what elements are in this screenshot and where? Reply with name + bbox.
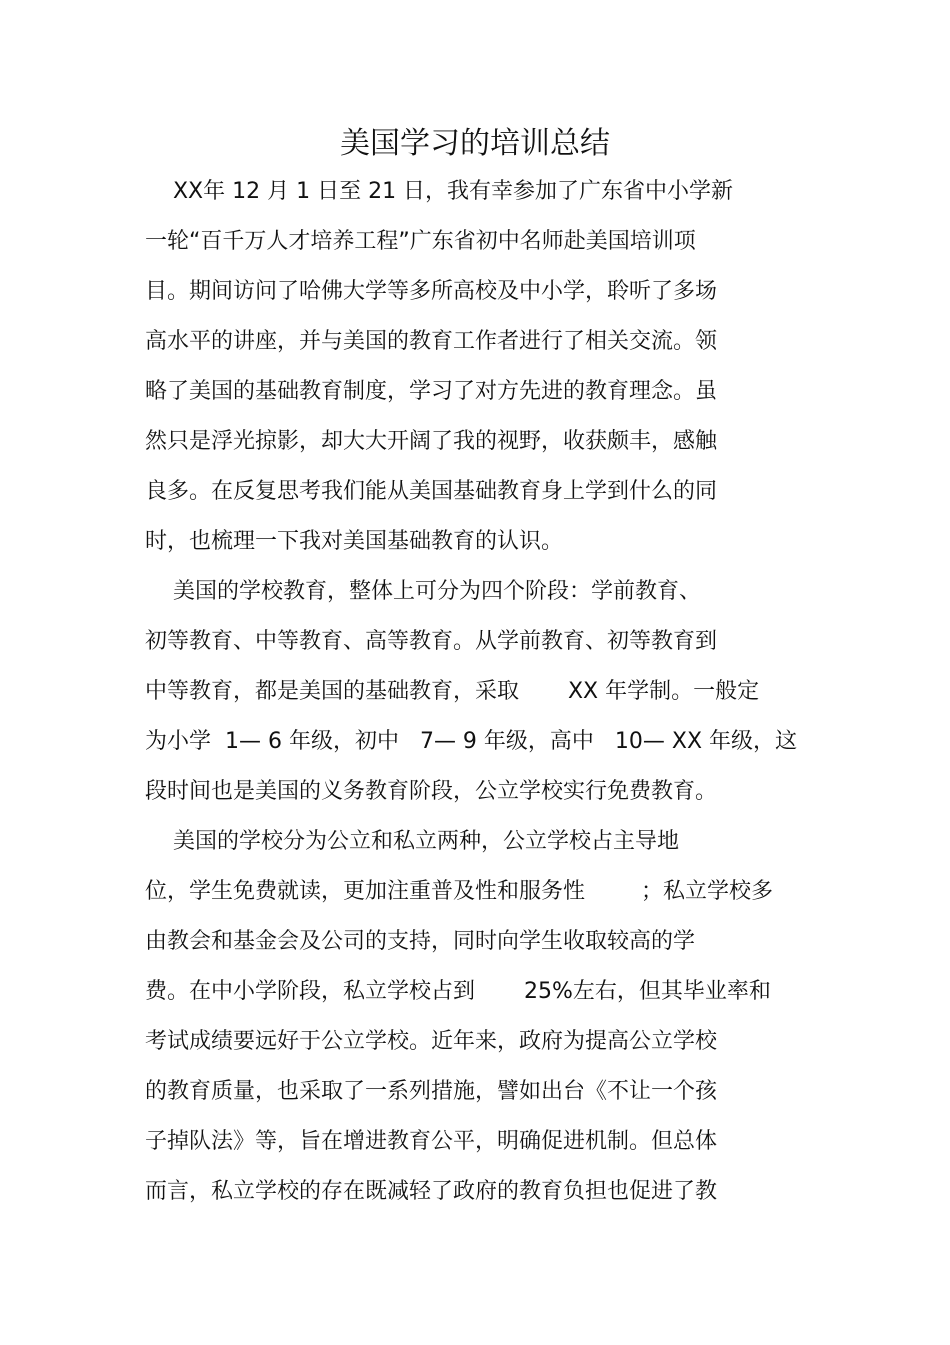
body-line: 为小学 1— 6 年级，初中 7— 9 年级，高中 10— XX 年级，这: [145, 729, 798, 754]
body-line: 美国的学校分为公立和私立两种，公立学校占主导地: [145, 829, 679, 854]
document-title: 美国学习的培训总结: [340, 126, 610, 161]
body-line: 的教育质量，也采取了一系列措施，譬如出台《不让一个孩: [145, 1079, 718, 1104]
body-line: 费。在中小学阶段，私立学校占到 25%左右，但其毕业率和: [145, 979, 771, 1004]
body-line: 美国的学校教育，整体上可分为四个阶段：学前教育、: [145, 579, 701, 604]
body-line: 中等教育，都是美国的基础教育，采取 XX 年学制。一般定: [145, 679, 760, 704]
body-line: 略了美国的基础教育制度，学习了对方先进的教育理念。虽: [145, 379, 718, 404]
body-line: 高水平的讲座，并与美国的教育工作者进行了相关交流。领: [145, 329, 718, 354]
body-line: 目。期间访问了哈佛大学等多所高校及中小学，聆听了多场: [145, 279, 718, 304]
body-line: 然只是浮光掠影，却大大开阔了我的视野，收获颇丰，感触: [145, 429, 718, 454]
body-line: 位，学生免费就读，更加注重普及性和服务性 ；私立学校多: [145, 879, 773, 904]
body-line: 段时间也是美国的义务教育阶段，公立学校实行免费教育。: [145, 779, 718, 804]
body-line: XX年 12 月 1 日至 21 日，我有幸参加了广东省中小学新: [145, 179, 734, 204]
body-line: 考试成绩要远好于公立学校。近年来，政府为提高公立学校: [145, 1029, 718, 1054]
body-line: 而言，私立学校的存在既减轻了政府的教育负担也促进了教: [145, 1179, 718, 1204]
body-line: 时，也梳理一下我对美国基础教育的认识。: [145, 529, 564, 554]
body-line: 初等教育、中等教育、高等教育。从学前教育、初等教育到: [145, 629, 718, 654]
body-line: 子掉队法》等，旨在增进教育公平，明确促进机制。但总体: [145, 1129, 718, 1154]
body-line: 良多。在反复思考我们能从美国基础教育身上学到什么的同: [145, 479, 718, 504]
body-line: 由教会和基金会及公司的支持，同时向学生收取较高的学: [145, 929, 696, 954]
body-line: 一轮“百千万人才培养工程”广东省初中名师赴美国培训项: [145, 229, 696, 254]
